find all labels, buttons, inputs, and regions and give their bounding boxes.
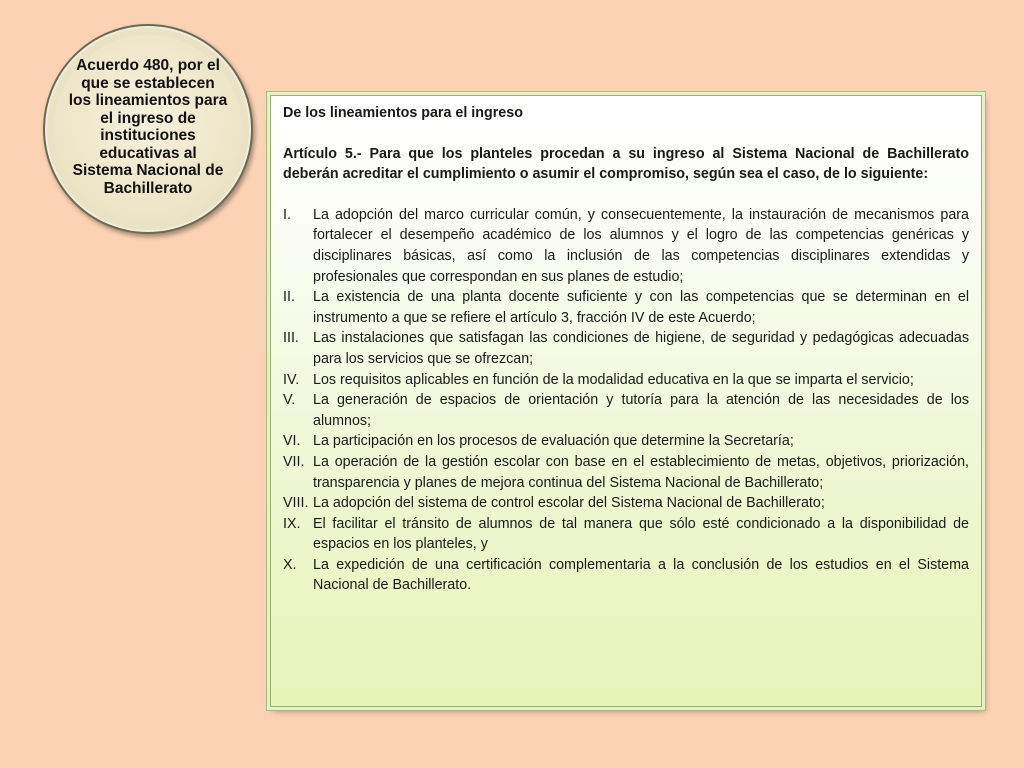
item-number: X.	[283, 556, 297, 573]
item-number: V.	[283, 392, 296, 409]
item-number: VI.	[283, 433, 301, 450]
item-text: La expedición de una certificación complementaria a la conclusión de los estudios en el Sistema Nacional de Bachillerato.	[313, 556, 969, 594]
item-number: I.	[283, 206, 291, 223]
list-item	[283, 370, 969, 391]
item-text: La generación de espacios de orientación y tutoría para la atención de las necesidades de los alumnos;	[313, 392, 969, 429]
list-item	[283, 287, 969, 328]
list-item	[283, 205, 969, 287]
list-item	[283, 452, 969, 493]
item-number: VIII.	[283, 495, 309, 512]
badge-title: Acuerdo 480, por el que se establecen los lineamientos para el ingreso de instituciones educativas al Sistema Nacional de Bachillerato	[68, 57, 228, 197]
item-text: La adopción del marco curricular común, y consecuentemente, la instauración de mecanismos para fortalecer el desempeño académico de los alumnos y el logro de las competencias genéricas y disciplinares básicas, así como la inclusión de las competencias disciplinares extendidas y profesionales que correspondan en sus planes de estudio;	[313, 206, 969, 285]
section-heading: De los lineamientos para el ingreso	[283, 105, 523, 121]
title-badge	[43, 24, 253, 234]
item-text: La adopción del sistema de control escolar del Sistema Nacional de Bachillerato;	[313, 495, 825, 512]
item-text: Las instalaciones que satisfagan las condiciones de higiene, de seguridad y pedagógicas adecuadas para los servicios que se ofrezcan;	[313, 330, 969, 367]
requirements-list	[283, 205, 969, 596]
list-item	[283, 493, 969, 514]
list-item	[283, 514, 969, 555]
item-text: La participación en los procesos de evaluación que determine la Secretaría;	[313, 433, 794, 450]
item-number: III.	[283, 330, 299, 347]
item-number: II.	[283, 289, 295, 306]
item-number: IX.	[283, 515, 301, 532]
item-text: La operación de la gestión escolar con base en el establecimiento de metas, objetivos, priorización, transparencia y planes de mejora continua del Sistema Nacional de Bachillerato;	[313, 453, 969, 491]
article-paragraph: Artículo 5.- Para que los planteles procedan a su ingreso al Sistema Nacional de Bachillerato deberán acreditar el cumplimiento o asumir el compromiso, según sea el caso, de lo siguiente:	[283, 145, 969, 183]
list-item	[283, 328, 969, 369]
content-panel	[270, 95, 982, 707]
list-item	[283, 555, 969, 596]
item-number: VII.	[283, 453, 305, 470]
title-badge-inner	[54, 35, 242, 223]
item-text: Los requisitos aplicables en función de la modalidad educativa en la que se imparta el servicio;	[313, 371, 914, 388]
list-item	[283, 390, 969, 431]
item-text: El facilitar el tránsito de alumnos de tal manera que sólo esté condicionado a la disponibilidad de espacios en los planteles, y	[313, 515, 969, 553]
list-item	[283, 431, 969, 452]
item-text: La existencia de una planta docente suficiente y con las competencias que se determinan en el instrumento a que se refiere el artículo 3, fracción IV de este Acuerdo;	[313, 289, 969, 326]
item-number: IV.	[283, 371, 300, 388]
